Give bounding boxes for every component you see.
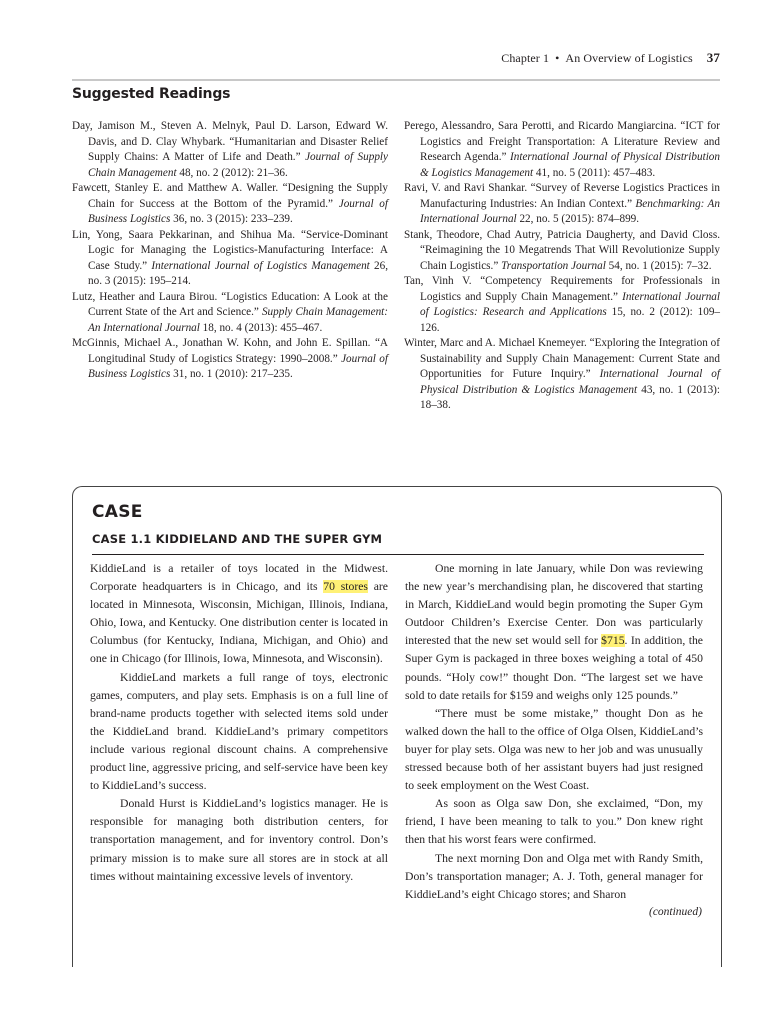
case-paragraph: KiddieLand is a retailer of toys located in the Midwest. Corporate headquarters is in Chicago, and its 70 stores are located in Minnesota, Wisconsin, Michigan, Illinois, Indiana, Ohio, Iowa, and Kentucky. One distribution center is located in Columbus (for Kentucky, Indiana, Michigan, and Ohio) and one in Chicago (for Illinois, Iowa, Minnesota, and Wisconsin).	[90, 562, 388, 666]
references-left-column	[72, 119, 388, 383]
highlight: $715	[601, 634, 625, 648]
running-head	[501, 50, 720, 66]
case-left-column	[90, 560, 388, 886]
reference-item: McGinnis, Michael A., Jonathan W. Kohn, and John E. Spillan. “A Longitudinal Study of Logistics Strategy: 1990–2008.” Journal of Business Logistics 31, no. 1 (2010): 217–235.	[72, 337, 388, 380]
case-paragraph: The next morning Don and Olga met with Randy Smith, Don’s transportation manager; A. J. Toth, general manager for KiddieLand’s eight Chicago stores; and Sharon	[405, 851, 703, 901]
case-paragraph: Donald Hurst is KiddieLand’s logistics manager. He is responsible for managing both distribution centers, for transportation management, and for inventory control. Don’s primary mission is to make sure all stores are in stock at all times without maintaining excessive levels of inventory.	[90, 797, 388, 883]
chapter-number: Chapter 1	[501, 51, 550, 65]
case-paragraph: “There must be some mistake,” thought Don as he walked down the hall to the office of Olga Olsen, KiddieLand’s buyer for play sets. Olga was new to her job and was unusually stressed because both of her assistant buyers had just resigned to seek employment on the West Coast.	[405, 706, 703, 793]
reference-item: Stank, Theodore, Chad Autry, Patricia Daugherty, and David Closs. “Reimagining the 10 Megatrends That Will Revolutionize Supply Chain Logistics.” Transportation Journal 54, no. 1 (2015): 7–32.	[404, 228, 720, 272]
reference-item: Tan, Vinh V. “Competency Requirements for Professionals in Logistics and Supply Chain Management.” International Journal of Logistics: Research and Applications 15, no. 2 (2012): 109–126.	[404, 275, 721, 334]
reference-item: Lutz, Heather and Laura Birou. “Logistics Education: A Look at the Current State of the Art and Science.” Supply Chain Management: An International Journal 18, no. 4 (2013): 455–467.	[72, 290, 389, 334]
references-right-column	[404, 119, 720, 414]
case-label: CASE	[92, 502, 143, 522]
reference-item: Perego, Alessandro, Sara Perotti, and Ricardo Mangiarcina. “ICT for Logistics and Freight Transportation: A Literature Review and Research Agenda.” International Journal of Physical Distribution & Logistics Management 41, no. 5 (2011): 457–483.	[404, 120, 720, 179]
case-rule	[92, 554, 704, 555]
header-bullet: •	[555, 51, 560, 65]
case-paragraph: One morning in late January, while Don was reviewing the new year’s merchandising plan, he discovered that starting in March, KiddieLand would begin promoting the Super Gym Outdoor Children’s Exercise Center. Don was particularly interested that the new set would sell for $715. In addition, the Super Gym is packaged in three boxes weighing a total of 450 pounds. “Holy cow!” thought Don. “The largest set we have sold to date retails for $159 and weighs only 125 pounds.”	[405, 562, 703, 702]
header-rule	[72, 79, 720, 81]
reference-item: Winter, Marc and A. Michael Knemeyer. “Exploring the Integration of Sustainability and Supply Chain Management: Current State and Opportunities for Future Inquiry.” International Journal of Physical Distribution & Logistics Management 43, no. 1 (2013): 18–38.	[404, 337, 721, 411]
continued-note: (continued)	[648, 906, 702, 918]
reference-item: Ravi, V. and Ravi Shankar. “Survey of Reverse Logistics Practices in Manufacturing Industries: An Indian Context.” Benchmarking: An International Journal 22, no. 5 (2015): 874–899.	[404, 182, 720, 225]
case-subtitle: CASE 1.1 KIDDIELAND AND THE SUPER GYM	[92, 532, 383, 546]
case-paragraph: As soon as Olga saw Don, she exclaimed, “Don, my friend, I have been meaning to talk to you.” Don knew right then that his worst fears were confirmed.	[405, 797, 703, 847]
highlight: 70 stores	[323, 580, 368, 594]
suggested-readings-title: Suggested Readings	[72, 86, 231, 102]
running-header	[72, 50, 720, 68]
reference-item: Fawcett, Stanley E. and Matthew A. Waller. “Designing the Supply Chain for Success at the Bottom of the Pyramid.” Journal of Business Logistics 36, no. 3 (2015): 233–239.	[72, 182, 388, 225]
case-paragraph: KiddieLand markets a full range of toys, electronic games, computers, and play sets. Emphasis is on a full line of brand-name products together with selected items sold under the KiddieLand brand. KiddieLand’s primary competitors include various regional discount chains. A comprehensive product line, aggressive pricing, and self-service have been key to KiddieLand’s success.	[90, 670, 388, 793]
page-number: 37	[706, 50, 720, 65]
reference-item: Day, Jamison M., Steven A. Melnyk, Paul D. Larson, Edward W. Davis, and D. Clay Whybark. “Humanitarian and Disaster Relief Supply Chains: A Matter of Life and Death.” Journal of Supply Chain Management 48, no. 2 (2012): 21–36.	[72, 120, 388, 179]
reference-item: Lin, Yong, Saara Pekkarinan, and Shihua Ma. “Service-Dominant Logic for Managing the Logistics-Manufacturing Interface: A Case Study.” International Journal of Logistics Management 26, no. 3 (2015): 195–214.	[72, 228, 388, 287]
chapter-title: An Overview of Logistics	[565, 51, 693, 65]
case-right-column	[405, 560, 703, 904]
